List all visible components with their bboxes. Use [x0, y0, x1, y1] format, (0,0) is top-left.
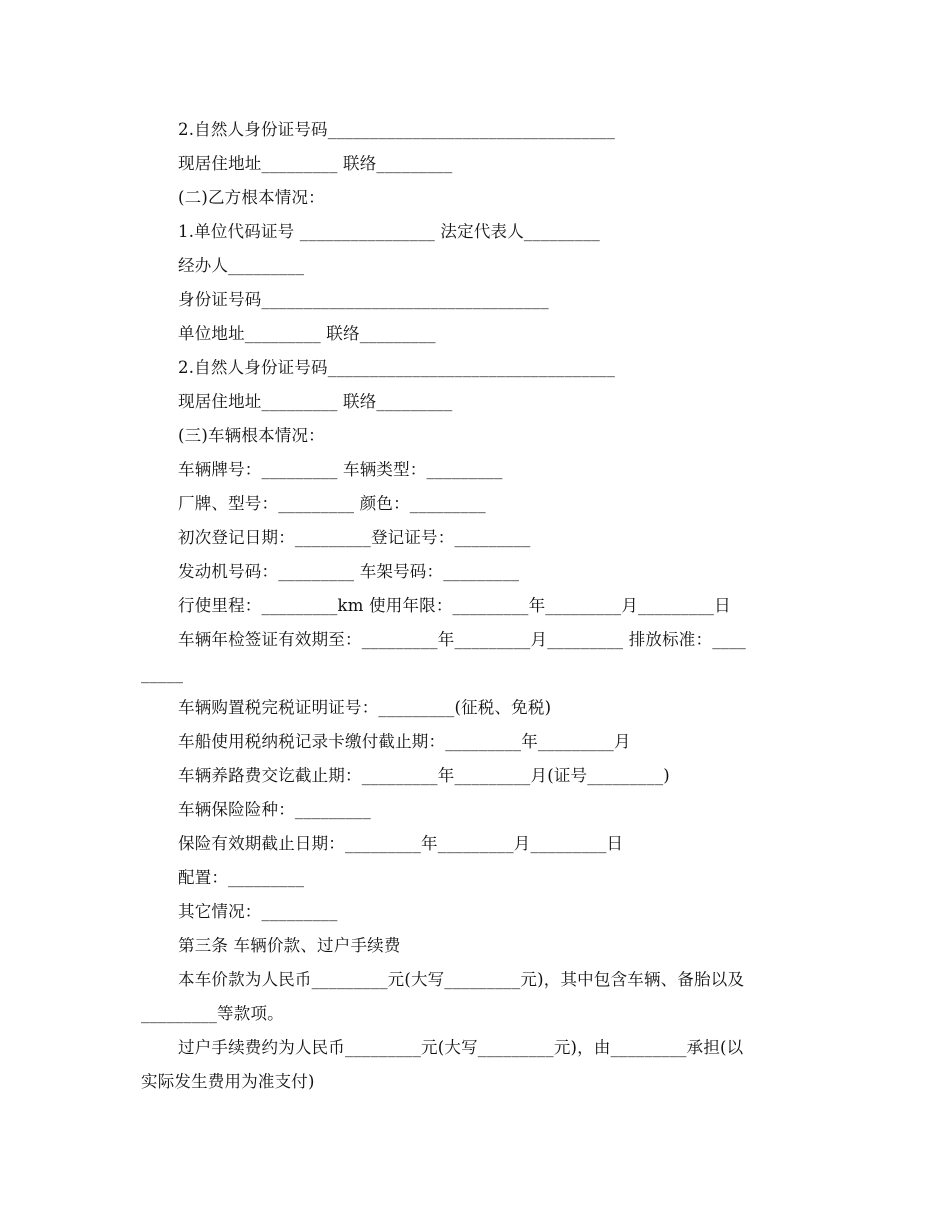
text-line-registration: 初次登记日期：_________登记证号：_________ — [178, 528, 531, 547]
text-line-insurance-type: 车辆保险险种：_________ — [178, 800, 371, 819]
text-line-configuration: 配置：_________ — [178, 868, 305, 887]
text-line-transfer-fee: 过户手续费约为人民币_________元(大写_________元)，由_________承担(以 — [178, 1038, 744, 1057]
text-line-plate-type: 车辆牌号：_________ 车辆类型：_________ — [178, 460, 503, 479]
text-line-price-cont: _________等款项。 — [141, 1004, 284, 1023]
text-line-unit-address: 单位地址_________ 联络_________ — [178, 324, 436, 343]
text-line-engine-frame: 发动机号码：_________ 车架号码：_________ — [178, 562, 520, 581]
text-line-residence-address-a: 现居住地址_________ 联络_________ — [178, 154, 453, 173]
text-line-unit-code: 1.单位代码证号 ________________ 法定代表人_________ — [178, 222, 600, 241]
text-line-vessel-tax: 车船使用税纳税记录卡缴付截止期：_________年_________月 — [178, 732, 631, 751]
text-line-inspection: 车辆年检签证有效期至：_________年_________月_________ 排放标准：____ — [178, 630, 746, 649]
text-line-transfer-fee-cont: 实际发生费用为准支付) — [141, 1072, 315, 1091]
text-line-purchase-tax: 车辆购置税完税证明证号：_________(征税、免税) — [178, 698, 552, 717]
text-line-road-fee: 车辆养路费交讫截止期：_________年_________月(证号_________) — [178, 766, 670, 785]
text-line-residence-address-b: 现居住地址_________ 联络_________ — [178, 392, 453, 411]
text-line-inspection-cont: _____ — [141, 664, 184, 683]
text-line-other: 其它情况：_________ — [178, 902, 338, 921]
section-heading-vehicle: (三)车辆根本情况： — [178, 426, 325, 445]
text-line-price: 本车价款为人民币_________元(大写_________元)，其中包含车辆、备胎以及 — [178, 970, 745, 989]
text-line-mileage: 行使里程：_________km 使用年限：_________年_________月_________日 — [178, 596, 731, 615]
text-line-brand-color: 厂牌、型号：_________ 颜色：_________ — [178, 494, 486, 513]
text-line-natural-person-id-a: 2.自然人身份证号码__________________________________ — [178, 120, 616, 139]
contract-body — [141, 113, 821, 1099]
text-line-natural-person-id-b: 2.自然人身份证号码__________________________________ — [178, 358, 616, 377]
text-line-id-number: 身份证号码__________________________________ — [178, 290, 549, 309]
article-heading-price: 第三条 车辆价款、过户手续费 — [178, 936, 401, 955]
text-line-agent: 经办人_________ — [178, 256, 305, 275]
section-heading-party-b: (二)乙方根本情况： — [178, 188, 325, 207]
text-line-insurance-expiry: 保险有效期截止日期：_________年_________月_________日 — [178, 834, 624, 853]
